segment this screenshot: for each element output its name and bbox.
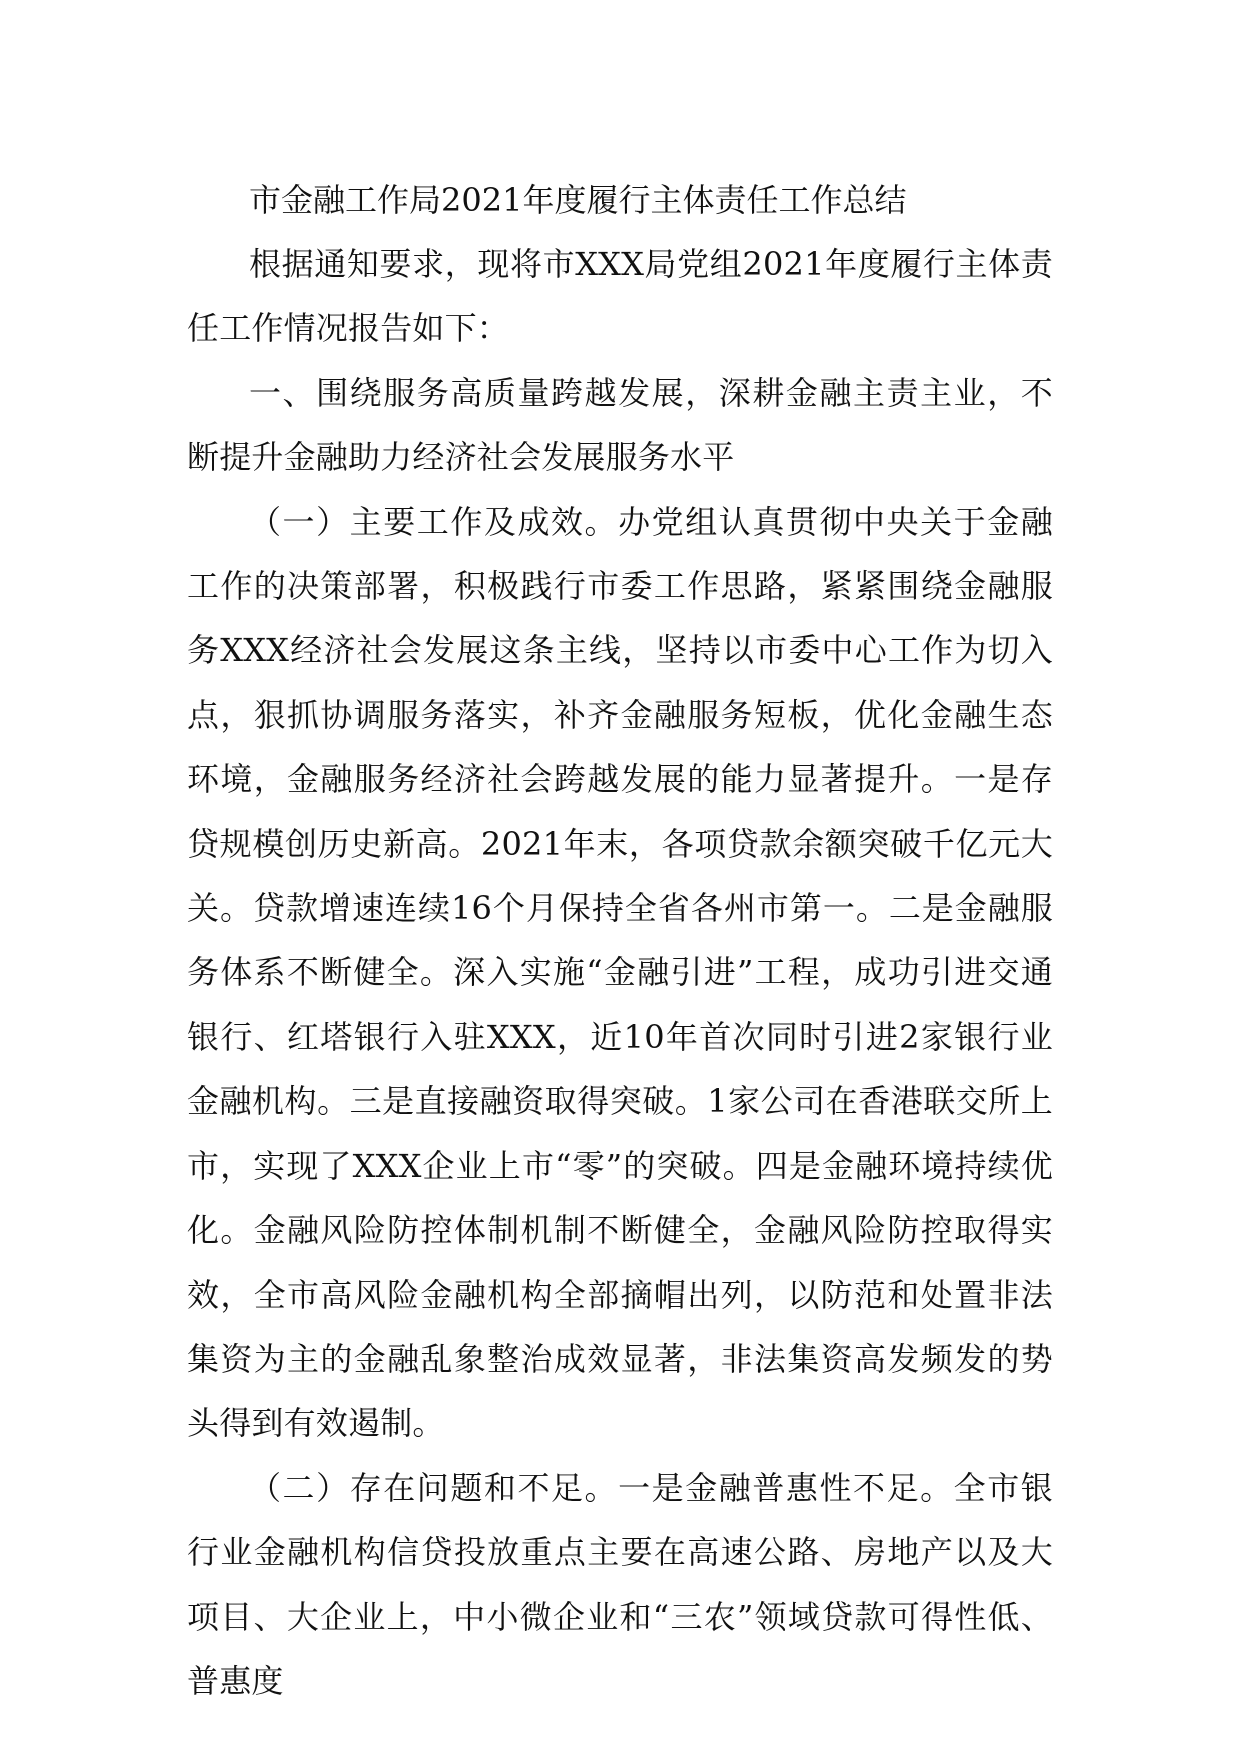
intro-paragraph: 根据通知要求，现将市XXX局党组2021年度履行主体责任工作情况报告如下： [187, 245, 1053, 348]
document-title: 市金融工作局2021年度履行主体责任工作总结 [249, 181, 907, 219]
subsection-achievements: （一）主要工作及成效。办党组认真贯彻中央关于金融工作的决策部署，积极践行市委工作思路，紧紧围绕金融服务XXX经济社会发展这条主线，坚持以市委中心工作为切入点，狠抓协调服务落实，补齐金融服务短板，优化金融生态环境，金融服务经济社会跨越发展的能力显著提升。一是存贷规模创历史新高。2021年末，各项贷款余额突破千亿元大关。贷款增速连续16个月保持全省各州市第一。二是金融服务体系不断健全。深入实施“金融引进”工程，成功引进交通银行、红塔银行入驻XXX，近10年首次同时引进2家银行业金融机构。三是直接融资取得突破。1家公司在香港联交所上市，实现了XXX企业上市“零”的突破。四是金融环境持续优化。金融风险防控体制机制不断健全，金融风险防控取得实效，全市高风险金融机构全部摘帽出列，以防范和处置非法集资为主的金融乱象整治成效显著，非法集资高发频发的势头得到有效遏制。 [187, 502, 1053, 1443]
document-body [187, 168, 1053, 1713]
subsection-problems: （二）存在问题和不足。一是金融普惠性不足。全市银行业金融机构信贷投放重点主要在高速公路、房地产以及大项目、大企业上，中小微企业和“三农”领域贷款可得性低、普惠度 [187, 1468, 1053, 1700]
section-heading-1: 一、围绕服务高质量跨越发展，深耕金融主责主业，不断提升金融助力经济社会发展服务水平 [187, 373, 1053, 477]
